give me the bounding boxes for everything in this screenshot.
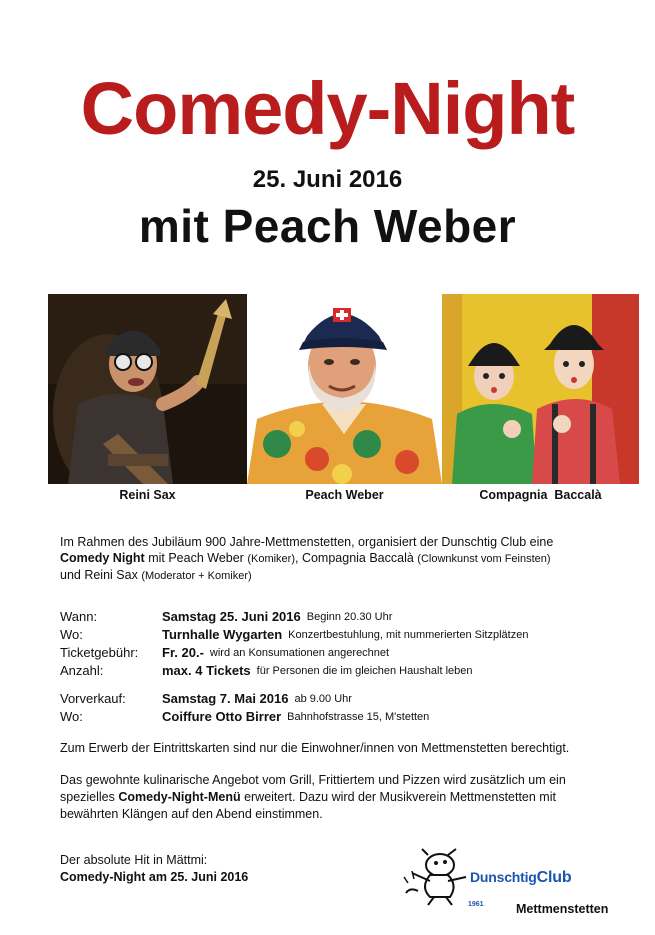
info-label: Anzahl: [60,663,104,678]
info-value: Samstag 7. Mai 2016 [162,691,289,706]
event-info-block [60,608,620,680]
poster-title: Comedy-Night [80,67,575,150]
club-logo [400,843,630,923]
club-logo-name-part2: Club [536,869,572,886]
info-label: Wo: [60,709,83,724]
eligibility-text: Zum Erwerb der Eintrittskarten sind nur die Einwohner/innen von Mettmenstetten berechtigt. [60,741,570,755]
food-text-a: spezielles [60,790,119,804]
closing-block [60,852,248,886]
intro-text-b: , Compagnia Baccalà [295,551,418,565]
info-note: Beginn 20.30 Uhr [306,611,393,623]
closing-line-1: Der absolute Hit in Mättmi: [60,853,208,867]
club-logo-town: Mettmenstetten [516,902,609,916]
photo-compagnia-baccala [442,294,639,484]
club-logo-name-part1: Dunschtig [470,869,537,885]
food-line-3: bewährten Klängen auf den Abend einstimmen. [60,807,323,821]
info-value: Coiffure Otto Birrer [162,709,282,724]
caption-peach-weber: Peach Weber [305,488,384,502]
intro-text-c: und Reini Sax [60,568,142,582]
intro-line-1: Im Rahmen des Jubiläum 900 Jahre-Mettmenstetten, organisiert der Dunschtig Club eine [60,535,554,549]
intro-note-c: (Moderator + Komiker) [141,570,252,582]
info-value: Fr. 20.- [162,645,204,660]
poster-subtitle: mit Peach Weber [138,200,517,252]
intro-line-2 [60,550,600,567]
food-line-2 [60,789,620,806]
intro-text-a: mit Peach Weber [144,551,248,565]
info-label: Wann: [60,609,98,624]
info-value: Turnhalle Wygarten [162,627,283,642]
photo-peach-weber [247,294,442,484]
intro-note-b: (Clownkunst vom Feinsten) [417,553,551,565]
food-text-b: erweitert. Dazu wird der Musikverein Mettmenstetten mit [240,790,556,804]
info-label: Vorverkauf: [60,691,126,706]
intro-line-3 [60,567,600,584]
info-row-ticket-fee [60,644,620,662]
info-row-presale [60,690,620,708]
info-note: wird an Konsumationen angerechnet [209,647,390,659]
event-date: 25. Juni 2016 [252,166,403,193]
info-label: Ticketgebühr: [60,645,139,660]
info-label: Wo: [60,627,83,642]
food-menu-name: Comedy-Night-Menü [118,790,241,804]
info-note: für Personen die im gleichen Haushalt leben [256,665,473,677]
club-logo-year: 1961 [468,901,484,908]
caption-reini-sax: Reini Sax [119,488,176,502]
info-note: Konzertbestuhlung, mit nummerierten Sitzplätzen [288,629,529,641]
photo-reini-sax [48,294,247,484]
food-line-1: Das gewohnte kulinarische Angebot vom Grill, Frittiertem und Pizzen wird zusätzlich um ein [60,773,566,787]
intro-note-a: (Komiker) [247,553,295,565]
info-row-presale-where [60,708,620,726]
info-row-quantity [60,662,620,680]
info-row-where [60,626,620,644]
club-logo-name [470,869,571,887]
info-note: ab 9.00 Uhr [294,693,352,705]
intro-paragraph [60,534,600,584]
closing-line-2: Comedy-Night am 25. Juni 2016 [60,870,249,884]
caption-compagnia-baccala: Compagnia Baccalà [479,488,602,502]
intro-comedy-night: Comedy Night [60,551,145,565]
presale-info-block [60,690,620,726]
info-row-when [60,608,620,626]
food-paragraph [60,772,620,823]
info-value: max. 4 Tickets [162,663,251,678]
info-value: Samstag 25. Juni 2016 [162,609,301,624]
info-note: Bahnhofstrasse 15, M'stetten [287,711,430,723]
club-mascot-icon [400,847,480,907]
